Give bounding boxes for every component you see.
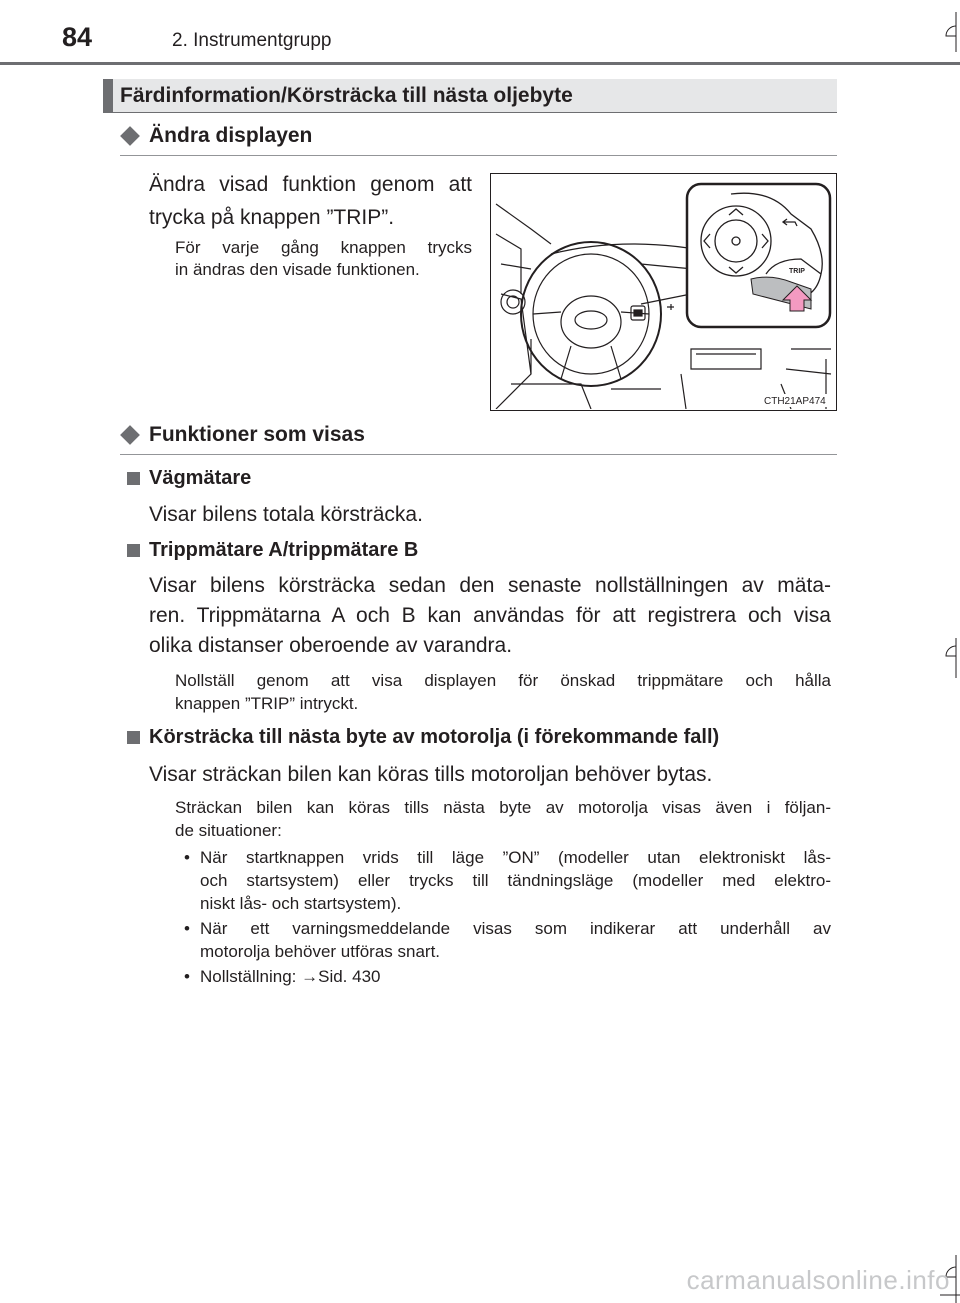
item-title: Trippmätare A/trippmätare B — [149, 539, 419, 561]
diamond-bullet-icon — [120, 425, 140, 445]
body-line: ren. Trippmätarna A och B kan användas för att registrera och visa — [149, 604, 831, 627]
bullet-line: När startknappen vrids till läge ”ON” (modeller utan elektroniskt lås- — [200, 848, 831, 867]
note-line: de situationer: — [175, 821, 282, 840]
body-line: trycka på knappen ”TRIP”. — [149, 206, 395, 229]
bullet-dot: • — [184, 919, 190, 938]
bullet-line: När ett varningsmeddelande visas som indikerar att underhåll av — [200, 919, 831, 938]
bullet-line: niskt lås- och startsystem). — [200, 894, 402, 913]
page-number: 84 — [62, 22, 93, 52]
subsection-rule — [120, 155, 837, 156]
body-line: olika distanser oberoende av varandra. — [149, 634, 513, 657]
body-line: Visar sträckan bilen kan köras tills motoroljan behöver bytas. — [149, 763, 713, 786]
note-line: Sträckan bilen kan köras tills nästa byte av motorolja visas även i följan- — [175, 798, 831, 817]
section-banner-title: Färdinformation/Körsträcka till nästa oljebyte — [120, 84, 573, 107]
note-line: För varje gång knappen trycks — [175, 238, 472, 257]
square-bullet-icon — [127, 731, 140, 744]
subsection-title: Funktioner som visas — [149, 423, 365, 446]
bullet-line: motorolja behöver utföras snart. — [200, 942, 441, 961]
item-title: Vägmätare — [149, 467, 252, 489]
item-title: Körsträcka till nästa byte av motorolja (i förekommande fall) — [149, 726, 720, 748]
registration-mark-icon — [944, 12, 960, 52]
registration-mark-icon — [940, 638, 960, 678]
page-reference-link[interactable]: Nollställning: →Sid. 430 — [200, 967, 381, 986]
subsection-title: Ändra displayen — [149, 124, 313, 147]
note-line: in ändras den visade funktionen. — [175, 260, 420, 279]
square-bullet-icon — [127, 472, 140, 485]
body-line: Visar bilens totala körsträcka. — [149, 503, 423, 526]
figure-code: CTH21AP474 — [764, 396, 826, 407]
body-line: Ändra visad funktion genom att — [149, 173, 472, 196]
steering-wheel-icon — [491, 174, 835, 409]
body-line: Visar bilens körsträcka sedan den senaste nollställningen av mäta- — [149, 574, 831, 597]
watermark: carmanualsonline.info — [686, 1265, 950, 1295]
square-bullet-icon — [127, 544, 140, 557]
steering-wheel-illustration — [490, 173, 837, 411]
note-line: knappen ”TRIP” intryckt. — [175, 694, 359, 713]
subsection-rule — [120, 454, 837, 455]
trip-button-label: TRIP — [789, 268, 805, 275]
note-line: Nollställ genom att visa displayen för önskad trippmätare och hålla — [175, 671, 831, 690]
chapter-title: 2. Instrumentgrupp — [172, 30, 332, 51]
diamond-bullet-icon — [120, 126, 140, 146]
bullet-dot: • — [184, 848, 190, 867]
bullet-dot: • — [184, 967, 190, 986]
header-rule — [0, 62, 960, 65]
bullet-line: och startsystem) eller trycks till tändningsläge (modeller med elektro- — [200, 871, 831, 890]
